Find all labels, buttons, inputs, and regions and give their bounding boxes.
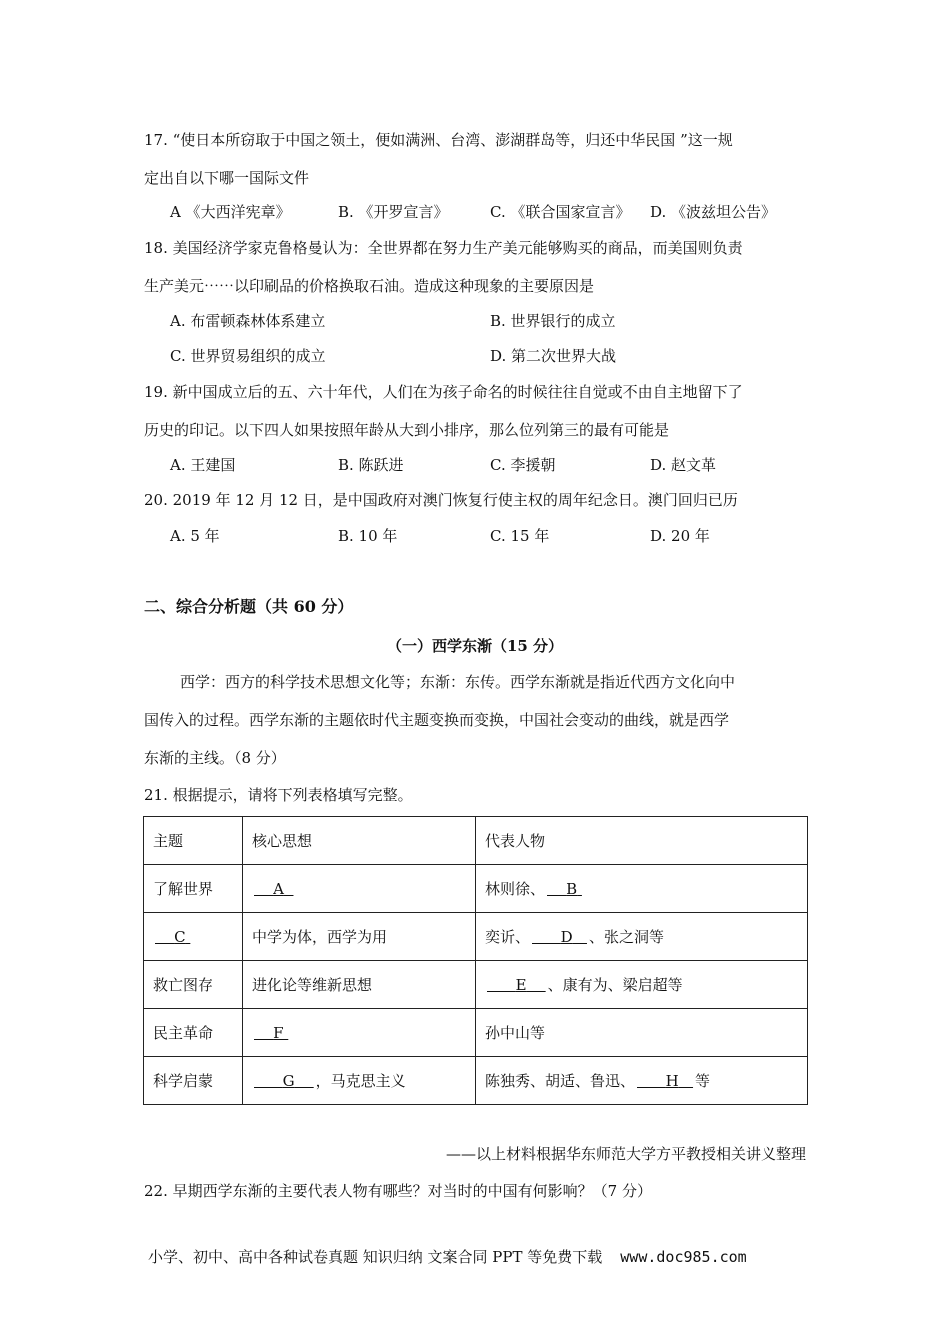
- blank-c: C: [174, 927, 186, 946]
- intro-paragraph-line1: 西学：西方的科学技术思想文化等；东渐：东传。西学东渐就是指近代西方文化向中: [180, 673, 736, 691]
- q18-option-b: B. 世界银行的成立: [490, 312, 616, 330]
- blank-b: B: [566, 880, 578, 898]
- idea-cell: [243, 1009, 476, 1057]
- theme-cell: 民主革命: [144, 1009, 243, 1057]
- intro-paragraph-line2: 国传入的过程。西学东渐的主题依时代主题变换而变换，中国社会变动的曲线，就是西学: [144, 711, 730, 729]
- q17-option-a: A 《大西洋宪章》: [170, 203, 291, 221]
- q17-option-d: D. 《波兹坦公告》: [650, 203, 777, 221]
- header-representatives: 代表人物: [476, 817, 808, 865]
- q20-option-a: A. 5 年: [170, 527, 220, 545]
- q18-option-d: D. 第二次世界大战: [490, 347, 617, 365]
- people-cell: 孙中山等: [476, 1009, 808, 1057]
- table-row: [144, 913, 808, 961]
- idea-cell: 进化论等维新思想: [243, 961, 476, 1009]
- idea-cell: [243, 865, 476, 913]
- q19-option-a: A. 王建国: [170, 456, 236, 474]
- q20-option-c: C. 15 年: [490, 527, 550, 545]
- q17-stem-line2: 定出自以下哪一国际文件: [144, 169, 310, 187]
- q18-stem-line2: 生产美元⋯⋯以印刷品的价格换取石油。造成这种现象的主要原因是: [144, 277, 595, 295]
- intro-paragraph-line3: 东渐的主线。（8 分）: [144, 749, 286, 767]
- table-row: [144, 1057, 808, 1105]
- theme-cell: 科学启蒙: [144, 1057, 243, 1105]
- q20-option-b: B. 10 年: [338, 527, 398, 545]
- q18-stem-line1: 18. 美国经济学家克鲁格曼认为：全世界都在努力生产美元能够购买的商品，而美国则负责: [144, 239, 743, 257]
- people-cell: 陈独秀、胡适、鲁迅、 H 等: [476, 1057, 808, 1105]
- blank-e: E: [515, 976, 527, 994]
- q19-stem-line1: 19. 新中国成立后的五、六十年代，人们在为孩子命名的时候往往自觉或不由自主地留下了: [144, 383, 743, 401]
- theme-cell: [144, 913, 243, 961]
- people-cell: 林则徐、 B: [476, 865, 808, 913]
- table-row: [144, 961, 808, 1009]
- q20-stem: 20. 2019 年 12 月 12 日，是中国政府对澳门恢复行使主权的周年纪念日。澳门回归已历: [144, 491, 738, 509]
- q19-option-d: D. 赵文革: [650, 456, 717, 474]
- source-citation: ——以上材料根据华东师范大学方平教授相关讲义整理: [445, 1145, 806, 1163]
- blank-d: D: [560, 928, 573, 946]
- blank-h: H: [665, 1072, 679, 1090]
- blank-a: A: [273, 879, 284, 898]
- theme-cell: 救亡图存: [144, 961, 243, 1009]
- section-title: 二、综合分析题（共 60 分）: [144, 597, 354, 616]
- q18-option-c: C. 世界贸易组织的成立: [170, 347, 326, 365]
- table-row: [144, 865, 808, 913]
- q17-stem-line1: 17. “使日本所窃取于中国之领土，便如满洲、台湾、澎湖群岛等，归还中华民国 ”这一规: [144, 131, 733, 149]
- footer-text: 小学、初中、高中各种试卷真题 知识归纳 文案合同 PPT 等免费下载: [148, 1248, 603, 1266]
- q19-option-b: B. 陈跃进: [338, 456, 404, 474]
- idea-cell: 中学为体，西学为用: [243, 913, 476, 961]
- q22-stem: 22. 早期西学东渐的主要代表人物有哪些？对当时的中国有何影响？（7 分）: [144, 1182, 652, 1200]
- footer-url[interactable]: www.doc985.com: [620, 1248, 747, 1266]
- blank-f: F: [273, 1023, 284, 1042]
- q17-option-c: C. 《联合国家宣言》: [490, 203, 631, 221]
- table-header-row: [144, 817, 808, 865]
- table-row: [144, 1009, 808, 1057]
- idea-cell: G ，马克思主义: [243, 1057, 476, 1105]
- header-theme: 主题: [144, 817, 243, 865]
- theme-cell: 了解世界: [144, 865, 243, 913]
- q19-option-c: C. 李援朝: [490, 456, 556, 474]
- q17-option-b: B. 《开罗宣言》: [338, 203, 449, 221]
- page-footer: [148, 1246, 747, 1267]
- q19-stem-line2: 历史的印记。以下四人如果按照年龄从大到小排序，那么位列第三的最有可能是: [144, 421, 670, 439]
- people-cell: E 、康有为、梁启超等: [476, 961, 808, 1009]
- people-cell: 奕䜣、 D 、张之洞等: [476, 913, 808, 961]
- q18-option-a: A. 布雷顿森林体系建立: [170, 312, 326, 330]
- q21-prompt: 21. 根据提示，请将下列表格填写完整。: [144, 786, 413, 804]
- fill-in-table: [143, 816, 808, 1105]
- blank-g: G: [282, 1072, 295, 1090]
- q20-option-d: D. 20 年: [650, 527, 710, 545]
- header-core-idea: 核心思想: [243, 817, 476, 865]
- section-subtitle: （一）西学东渐（15 分）: [386, 637, 564, 655]
